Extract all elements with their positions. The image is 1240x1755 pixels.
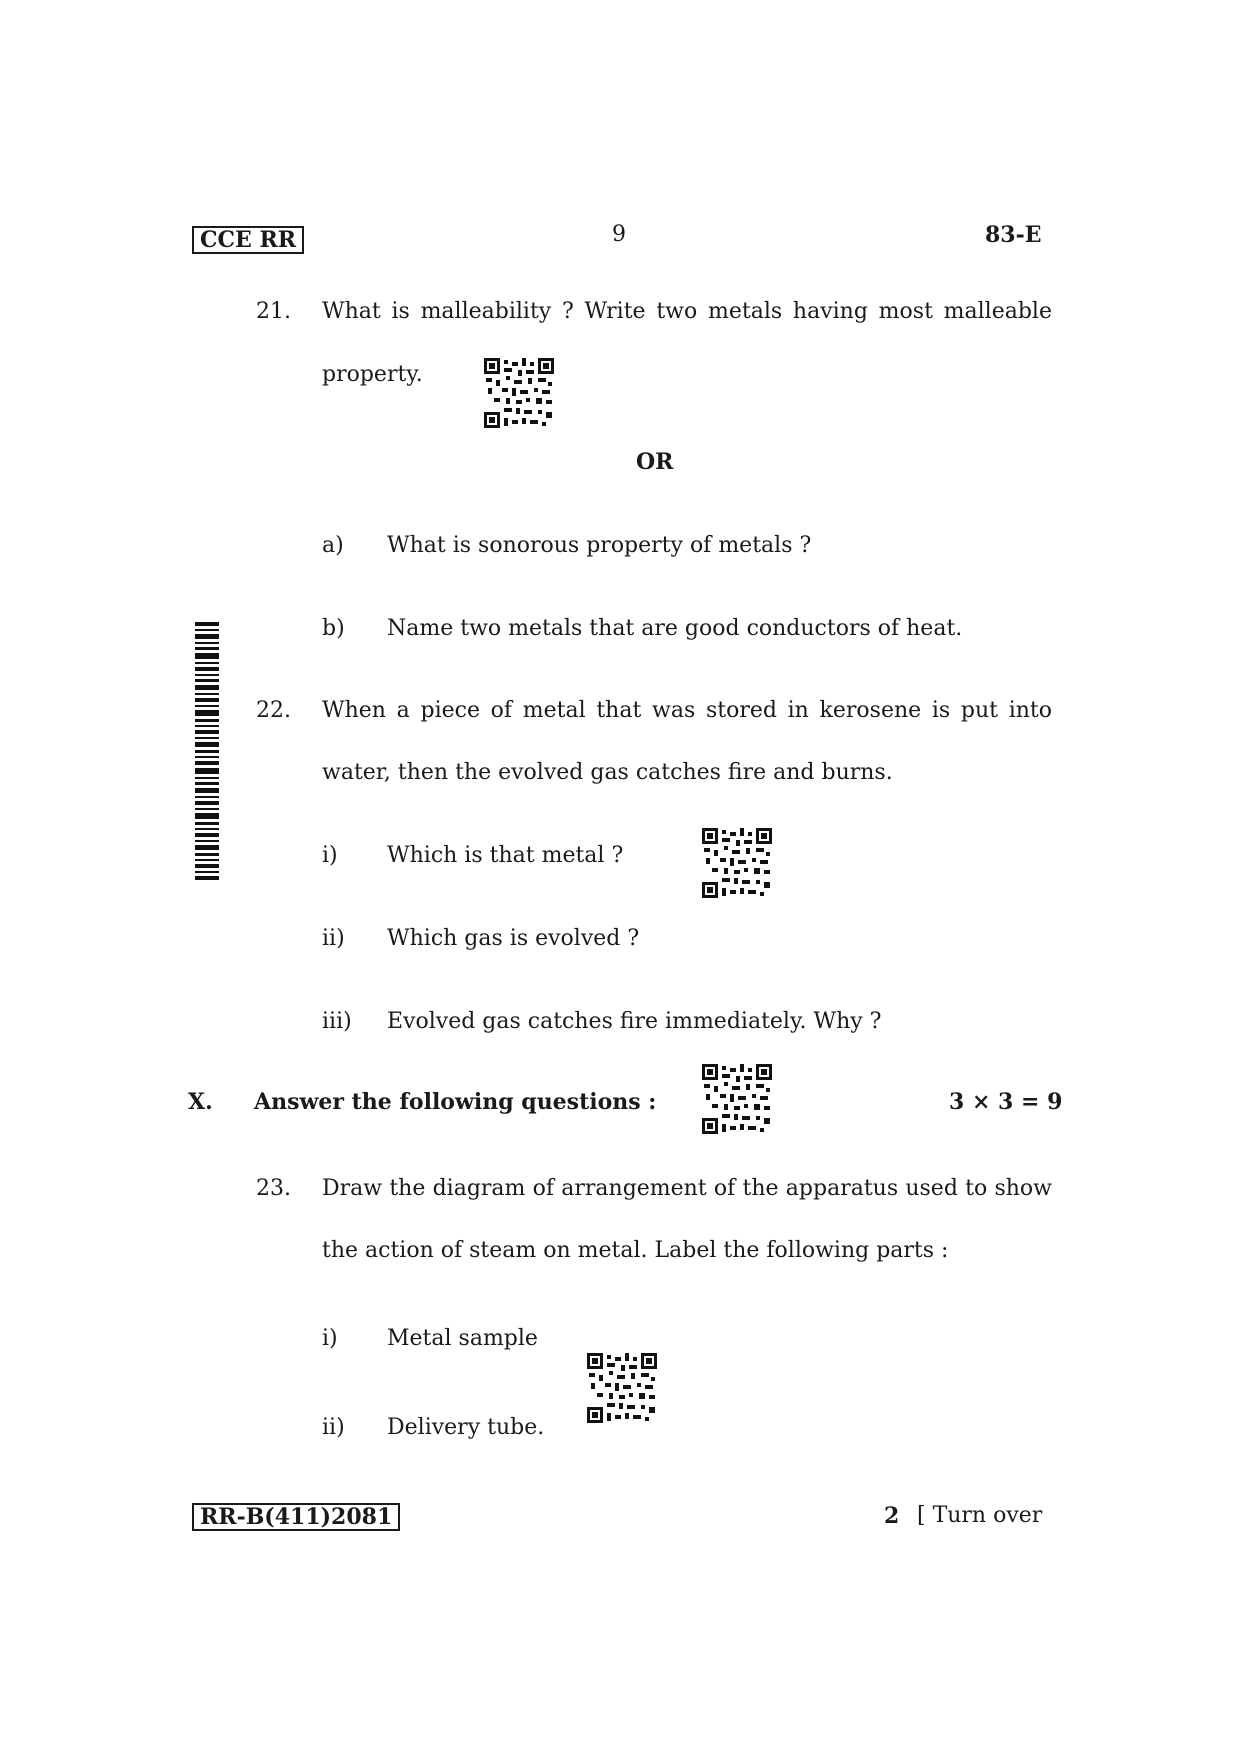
q22-ii-text: Which gas is evolved ? [387,926,640,951]
q21-line1: What is malleability ? Write two metals having most malleable [322,299,1052,324]
q21-or: OR [636,449,674,475]
q22-ii-label: ii) [322,926,345,951]
q21-b-label: b) [322,616,345,641]
q21-a-text: What is sonorous property of metals ? [387,533,812,558]
q22-i-text: Which is that metal ? [387,843,624,868]
q22-iii-label: iii) [322,1009,352,1034]
q21-number: 21. [256,299,291,324]
qr-code-icon [702,828,772,898]
q23-i-text: Metal sample [387,1326,538,1351]
qr-code-icon [484,358,554,428]
q23-line2: the action of steam on metal. Label the following parts : [322,1238,949,1263]
section-x-label: X. [188,1089,213,1115]
q23-ii-text: Delivery tube. [387,1415,545,1440]
section-x-marks: 3 × 3 = 9 [949,1089,1063,1115]
barcode-image [195,622,219,880]
qr-code-icon [587,1353,657,1423]
q23-i-label: i) [322,1326,338,1351]
q23-number: 23. [256,1176,291,1201]
footer-turn-over: [ Turn over [917,1503,1043,1528]
q21-a-label: a) [322,533,344,558]
section-x-title: Answer the following questions : [254,1089,657,1115]
q21-line2: property. [322,362,423,387]
q23-line1: Draw the diagram of arrangement of the apparatus used to show [322,1176,1052,1201]
page-number: 9 [612,222,626,247]
q22-number: 22. [256,698,291,723]
footer-page-count: 2 [884,1503,900,1529]
q22-line2: water, then the evolved gas catches fire and burns. [322,760,893,785]
q22-iii-text: Evolved gas catches fire immediately. Why ? [387,1009,882,1034]
header-right-code: 83-E [985,222,1042,248]
q23-ii-label: ii) [322,1415,345,1440]
q22-line1: When a piece of metal that was stored in kerosene is put into [322,698,1052,723]
footer-code: RR-B(411)2081 [192,1503,400,1531]
q22-i-label: i) [322,843,338,868]
qr-code-icon [702,1064,772,1134]
q21-b-text: Name two metals that are good conductors of heat. [387,616,963,641]
header-left-code: CCE RR [192,226,304,254]
